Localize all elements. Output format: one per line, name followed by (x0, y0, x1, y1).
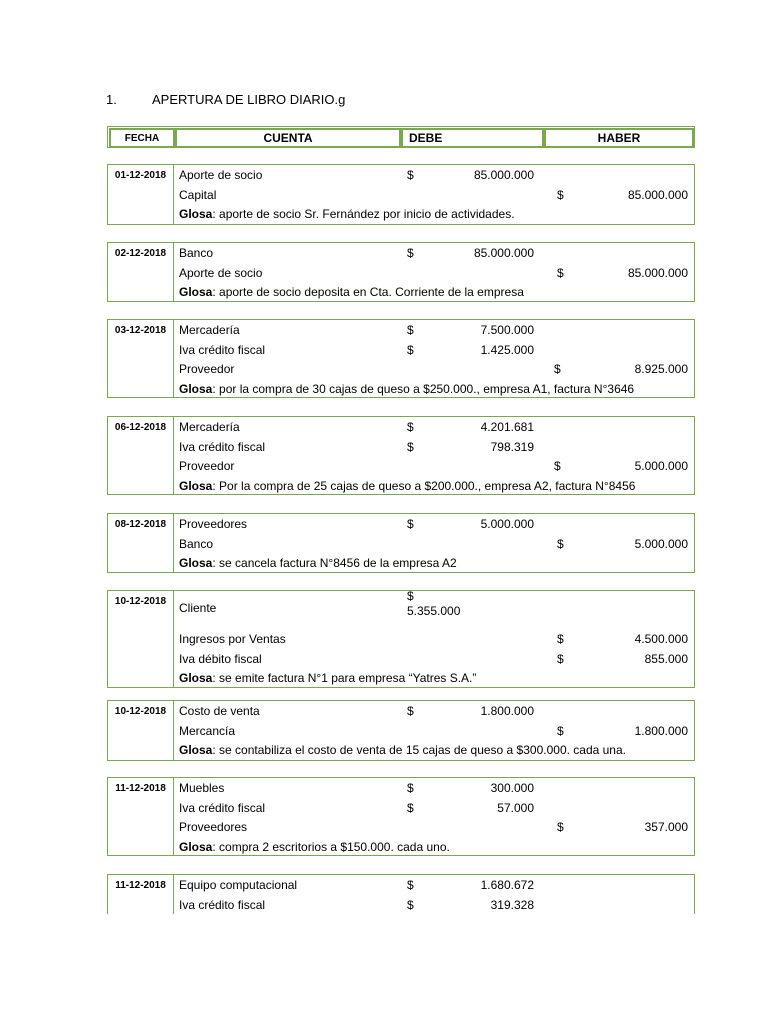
debe-value: 1.680.672 (480, 878, 534, 892)
entry-glosa (174, 379, 694, 399)
journal-header (107, 126, 695, 148)
entry-line (174, 437, 694, 457)
entry-line (174, 243, 694, 263)
entry-line (174, 701, 694, 721)
haber-currency: $ (557, 187, 564, 202)
haber-currency: $ (557, 632, 564, 647)
haber-value: 357.000 (644, 820, 688, 834)
debe-value: 85.000.000 (473, 168, 534, 182)
entry-line (174, 534, 694, 554)
glosa-label: Glosa (179, 743, 213, 757)
debe-currency: $ (407, 897, 414, 912)
glosa-text: : aporte de socio deposita en Cta. Corriente de la empresa (212, 285, 524, 299)
account-name: Iva crédito fiscal (179, 439, 266, 454)
entry-line (174, 798, 694, 818)
haber-currency: $ (557, 651, 564, 666)
haber-currency: $ (557, 820, 564, 834)
account-name: Iva crédito fiscal (179, 897, 266, 912)
entry-date: 08-12-2018 (108, 514, 174, 572)
debe-value: 300.000 (490, 781, 534, 795)
header-cuenta: CUENTA (175, 128, 401, 148)
title-number: 1. (106, 92, 117, 107)
debe-currency: $ (407, 246, 414, 260)
journal-entry (107, 416, 695, 495)
entry-date: 02-12-2018 (108, 243, 174, 301)
account-name: Banco (179, 536, 214, 551)
account-name: Iva crédito fiscal (179, 800, 266, 815)
account-name: Iva débito fiscal (179, 651, 262, 666)
entry-glosa (174, 668, 694, 688)
haber-currency: $ (557, 536, 564, 551)
debe-value: 5.000.000 (480, 517, 534, 531)
haber-value: 855.000 (644, 651, 688, 666)
debe-value: 57.000 (497, 800, 534, 815)
entry-line (174, 340, 694, 360)
debe-currency: $ (407, 878, 414, 892)
account-name: Mercancía (179, 723, 236, 738)
haber-value: 85.000.000 (627, 187, 688, 202)
journal-entry (107, 874, 695, 914)
haber-value: 1.800.000 (634, 723, 688, 738)
title-text: APERTURA DE LIBRO DIARIO.g (152, 92, 346, 107)
glosa-label: Glosa (179, 839, 213, 854)
account-name: Mercadería (179, 323, 240, 337)
entry-line (174, 589, 694, 627)
account-name: Cliente (179, 601, 217, 615)
glosa-label: Glosa (179, 478, 213, 493)
journal-entry (107, 590, 695, 688)
debe-currency: $ (407, 517, 414, 531)
entry-line (174, 165, 694, 185)
entry-glosa (174, 476, 694, 496)
journal-entry (107, 777, 695, 856)
debe-value: 1.800.000 (480, 704, 534, 718)
journal-entry (107, 513, 695, 573)
debe-value: 85.000.000 (473, 246, 534, 260)
entry-date: 11-12-2018 (108, 875, 174, 914)
haber-currency: $ (557, 265, 564, 280)
entry-date: 01-12-2018 (108, 165, 174, 224)
glosa-label: Glosa (179, 671, 213, 686)
entry-line (174, 817, 694, 837)
glosa-text: : compra 2 escritorios a $150.000. cada uno. (212, 839, 450, 854)
haber-value: 5.000.000 (634, 536, 688, 551)
debe-value: 7.500.000 (480, 323, 534, 337)
entry-glosa (174, 740, 694, 760)
header-haber: HABER (544, 128, 694, 148)
account-name: Proveedor (179, 362, 235, 376)
glosa-label: Glosa (179, 381, 213, 396)
entry-line (174, 629, 694, 649)
account-name: Proveedores (179, 820, 248, 834)
entry-line (174, 417, 694, 437)
entry-glosa (174, 553, 694, 573)
entry-line (174, 895, 694, 915)
debe-currency: $ (407, 781, 414, 795)
entry-glosa (174, 282, 694, 302)
haber-currency: $ (554, 362, 561, 376)
account-name: Aporte de socio (179, 168, 263, 182)
haber-currency: $ (554, 459, 561, 473)
header-fecha: FECHA (109, 128, 175, 148)
debe-value: 5.355.000 (407, 604, 461, 618)
entry-date: 10-12-2018 (108, 701, 174, 760)
glosa-label: Glosa (179, 556, 213, 570)
account-name: Muebles (179, 781, 225, 795)
debe-currency: $ (407, 168, 414, 182)
entry-date: 03-12-2018 (108, 320, 174, 397)
debe-currency: $ (407, 323, 414, 337)
debe-currency: $ (407, 342, 414, 357)
debe-currency: $ (407, 800, 414, 815)
entry-line (174, 320, 694, 340)
entry-date: 06-12-2018 (108, 417, 174, 494)
account-name: Mercadería (179, 420, 240, 434)
journal-entry (107, 242, 695, 302)
glosa-label: Glosa (179, 285, 213, 299)
header-debe: DEBE (401, 128, 544, 148)
debe-currency: $ (407, 420, 414, 434)
entry-date: 11-12-2018 (108, 778, 174, 855)
journal-entry (107, 319, 695, 398)
account-name: Ingresos por Ventas (179, 632, 286, 647)
glosa-text: : se emite factura N°1 para empresa “Yatres S.A.” (212, 671, 477, 686)
entry-line (174, 721, 694, 741)
debe-currency: $ (407, 439, 414, 454)
journal-entry (107, 700, 695, 761)
debe-value: 1.425.000 (480, 342, 534, 357)
glosa-text: : Por la compra de 25 cajas de queso a $200.000., empresa A2, factura N°8456 (212, 478, 636, 493)
glosa-text: : por la compra de 30 cajas de queso a $250.000., empresa A1, factura N°3646 (212, 381, 635, 396)
entry-line (174, 456, 694, 476)
debe-value: 798.319 (490, 439, 534, 454)
account-name: Proveedores (179, 517, 248, 531)
account-name: Costo de venta (179, 704, 260, 718)
glosa-text: : se contabiliza el costo de venta de 15 cajas de queso a $300.000. cada una. (212, 743, 626, 757)
entry-line (174, 875, 694, 895)
entry-line (174, 359, 694, 379)
entry-line (174, 778, 694, 798)
haber-value: 85.000.000 (627, 265, 688, 280)
debe-currency: $ (407, 704, 414, 718)
document-title (106, 92, 345, 107)
entry-date: 10-12-2018 (108, 591, 174, 687)
account-name: Banco (179, 246, 214, 260)
account-name: Equipo computacional (179, 878, 298, 892)
haber-value: 4.500.000 (634, 632, 688, 647)
glosa-text: : se cancela factura N°8456 de la empresa A2 (212, 556, 457, 570)
haber-value: 8.925.000 (634, 362, 688, 376)
haber-currency: $ (557, 723, 564, 738)
debe-value: 4.201.681 (480, 420, 534, 434)
debe-currency: $ (407, 589, 414, 603)
glosa-label: Glosa (179, 207, 213, 221)
entry-glosa (174, 837, 694, 857)
entry-line (174, 649, 694, 669)
account-name: Proveedor (179, 459, 235, 473)
entry-glosa (174, 204, 694, 224)
debe-value: 319.328 (490, 897, 534, 912)
journal-entry (107, 164, 695, 225)
haber-value: 5.000.000 (634, 459, 688, 473)
account-name: Aporte de socio (179, 265, 263, 280)
entry-line (174, 185, 694, 205)
glosa-text: : aporte de socio Sr. Fernández por inicio de actividades. (212, 207, 515, 221)
account-name: Iva crédito fiscal (179, 342, 266, 357)
entry-line (174, 514, 694, 534)
entry-line (174, 263, 694, 283)
account-name: Capital (179, 187, 217, 202)
